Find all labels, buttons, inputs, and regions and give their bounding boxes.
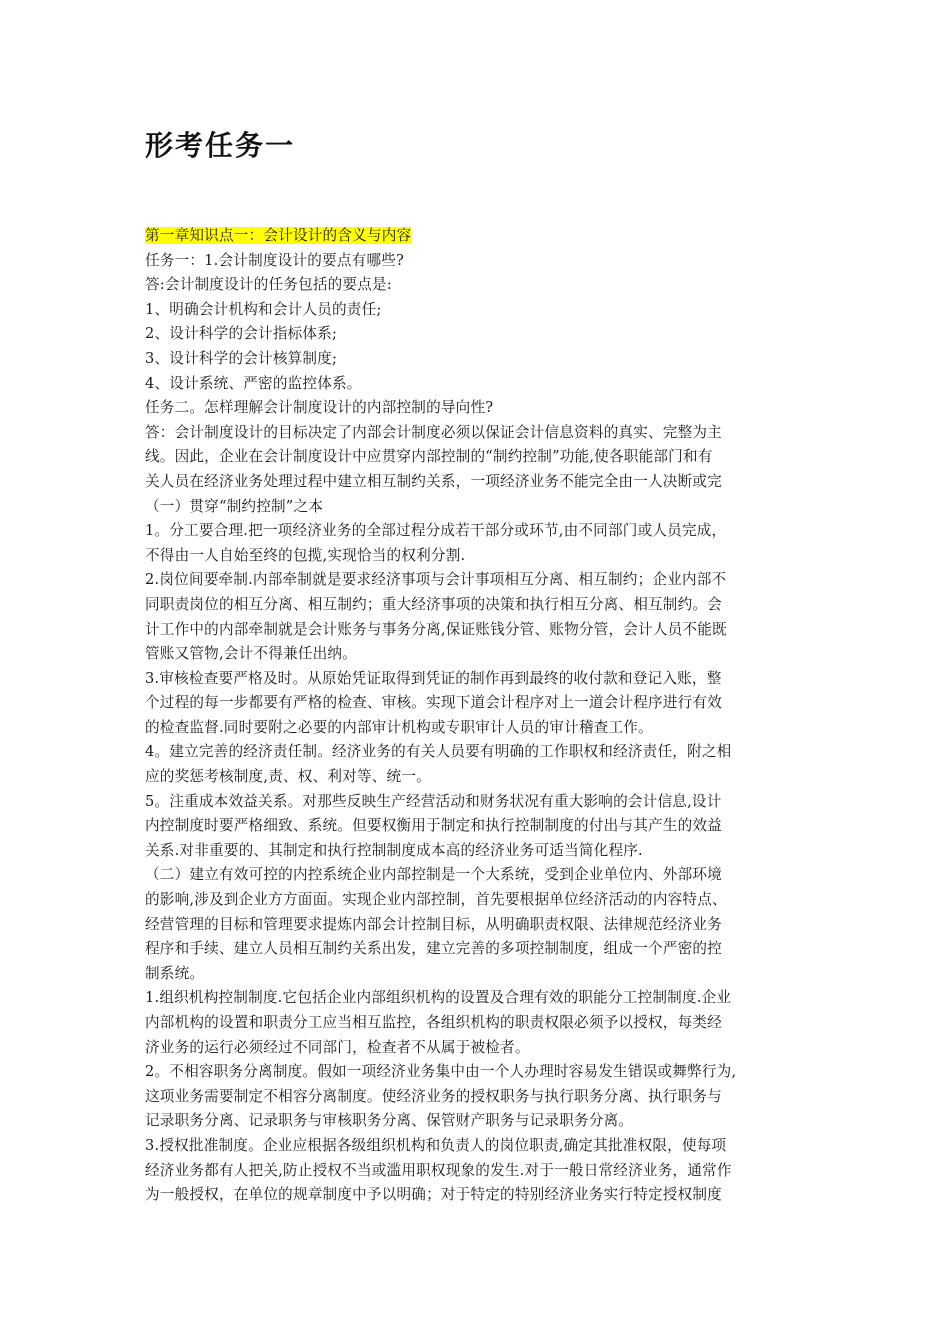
body-line: 济业务的运行必须经过不同部门，检查者不从属于被检者。 [145,1038,530,1056]
body-line: 经济业务都有人把关,防止授权不当或滥用职权现象的发生.对于一般日常经济业务，通常作 [145,1161,732,1179]
body-line: 4、设计系统、严密的监控体系。 [145,374,362,392]
body-line: 的检查监督.同时要附之必要的内部审计机构或专职审计人员的审计稽查工作。 [145,718,653,736]
body-line: 任务一：1.会计制度设计的要点有哪些? [145,251,405,269]
body-line: 答:会计制度设计的任务包括的要点是: [145,276,392,294]
body-line: 个过程的每一步都要有严格的检查、审核。实现下道会计程序对上一道会计程序进行有效 [145,694,722,712]
body-line: 3、设计科学的会计核算制度; [145,349,338,367]
body-line: 内控制度时要严格细致、系统。但要权衡用于制定和执行控制制度的付出与其产生的效益 [145,817,722,835]
body-line: 2、设计科学的会计指标体系; [145,325,338,343]
body-line: （一）贯穿“制约控制”之本 [145,497,324,515]
body-line: 3.审核检查要严格及时。从原始凭证取得到凭证的制作再到最终的收付款和登记入账，整 [145,669,722,687]
body-line: 记录职务分离、记录职务与审核职务分离、保管财产职务与记录职务分离。 [145,1112,634,1130]
body-line: 1.组织机构控制制度.它包括企业内部组织机构的设置及合理有效的职能分工控制制度.企业 [145,989,732,1007]
body-line: 2.岗位间要牵制.内部牵制就是要求经济事项与会计事项相互分离、相互制约；企业内部不 [145,571,727,589]
body-line: 程序和手续、建立人员相互制约关系出发，建立完善的多项控制制度，组成一个严密的控 [145,940,722,958]
body-line: 1。分工要合理.把一项经济业务的全部过程分成若干部分或环节,由不同部门或人员完成， [145,522,727,540]
body-line: （二）建立有效可控的内控系统企业内部控制是一个大系统，受到企业单位内、外部环境 [145,866,722,884]
body-line: 内部机构的设置和职责分工应当相互监控，各组织机构的职责权限必须予以授权，每类经 [145,1014,722,1031]
section-heading-line [145,224,807,249]
body-line: 管账又管物,会计不得兼任出纳。 [145,645,357,663]
body-line: 3.授权批准制度。企业应根据各级组织机构和负责人的岗位职责,确定其批准权限，使每项 [145,1136,727,1154]
body-line: 关人员在经济业务处理过程中建立相互制约关系，一项经济业务不能完全由一人决断或完 [145,472,722,490]
document-title: 形考任务一 [145,129,296,162]
body-line: 2。不相容职务分离制度。假如一项经济业务集中由一个人办理时容易发生错误或舞弊行为, [145,1063,737,1081]
body-line: 的影响,涉及到企业方方面面。实现企业内部控制，首先要根据单位经济活动的内容特点、 [145,891,727,909]
body-line: 应的奖惩考核制度,责、权、利对等、统一。 [145,768,431,786]
body-line: 这项业务需要制定不相容分离制度。使经济业务的授权职务与执行职务分离、执行职务与 [145,1087,722,1105]
body-line: 不得由一人自始至终的包揽,实现恰当的权利分割. [145,546,466,564]
body-line: 为一般授权，在单位的规章制度中予以明确；对于特定的特别经济业务实行特定授权制度 [145,1186,722,1204]
body-line: 关系.对非重要的、其制定和执行控制制度成本高的经济业务可适当简化程序. [145,841,643,859]
body-line: 答：会计制度设计的目标决定了内部会计制度必须以保证会计信息资料的真实、完整为主 [145,423,722,441]
section-heading: 第一章知识点一：会计设计的含义与内容 [145,227,412,244]
body-line: 任务二。怎样理解会计制度设计的内部控制的导向性? [145,399,494,417]
body-line: 经营管理的目标和管理要求提炼内部会计控制目标，从明确职责权限、法律规范经济业务 [145,915,722,933]
body-line: 计工作中的内部牵制就是会计账务与事务分离,保证账钱分管、账物分管，会计人员不能既 [145,620,727,638]
body-line: 线。因此，企业在会计制度设计中应贯穿内部控制的“制约控制”功能,使各职能部门和有 [145,448,713,466]
body-line: 5。注重成本效益关系。对那些反映生产经营活动和财务状况有重大影响的会计信息,设计 [145,792,722,810]
body-line: 制系统。 [145,964,205,982]
body-line: 同职责岗位的相互分离、相互制约；重大经济事项的决策和执行相互分离、相互制约。会 [145,595,722,613]
body-line: 1、明确会计机构和会计人员的责任; [145,300,382,318]
body-line: 4。建立完善的经济责任制。经济业务的有关人员要有明确的工作职权和经济责任，附之相 [145,743,732,761]
document-body [145,224,807,1208]
